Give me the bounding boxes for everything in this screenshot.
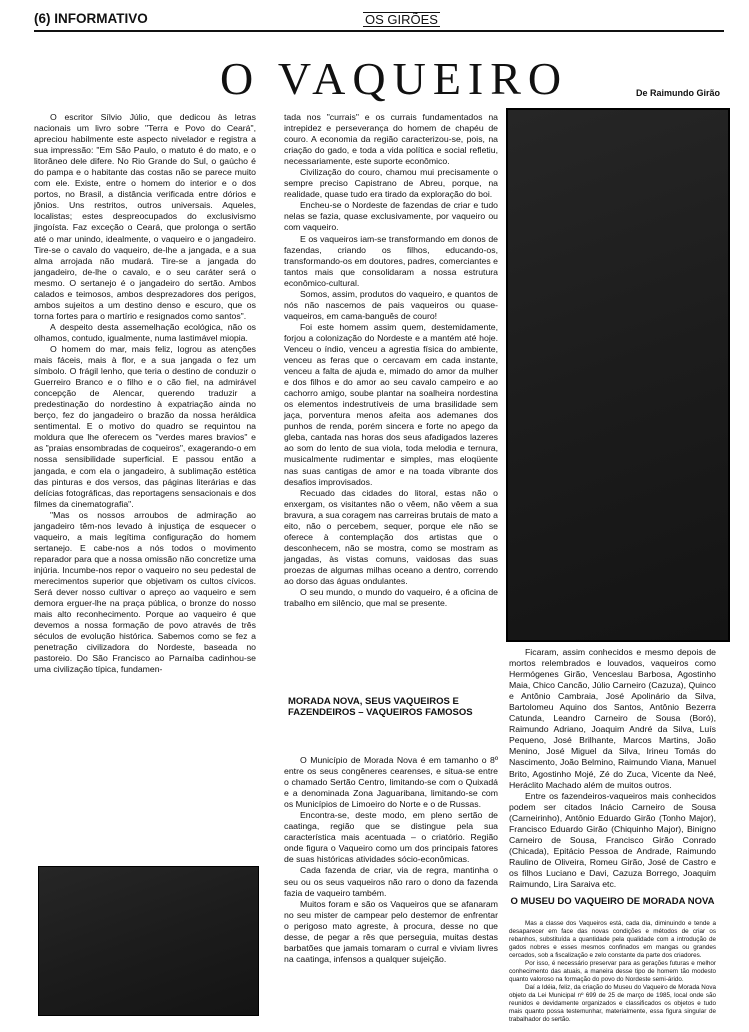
paragraph: O seu mundo, o mundo do vaqueiro, é a oficina de trabalho em silêncio, que mal se presente. [284, 587, 498, 609]
paragraph: O Município de Morada Nova é em tamanho o 8º entre os seus congêneres cearenses, e situa-se entre o chamado Sertão Centro, limitando-se com o Quixadá e a denominada Zona Jaguaribana, limitando-se com os Municípios de Limoeiro do Norte e o de Russas. [284, 755, 498, 810]
paragraph: Daí a Idéia, feliz, da criação do Museu do Vaqueiro de Morada Nova objeto da Lei Municipal nº 699 de 25 de março de 1985, local onde são reunidos e devidamente organizados e classificados os objetos e tudo mais quanto possa testemunhar, materialmente, essa figura singular de trabalhador do sertão. [509, 984, 716, 1023]
paragraph: Civilização do couro, chamou mui precisamente o sempre preciso Capistrano de Abreu, porque, na realidade, quase tudo era tirado da exploração do boi. [284, 167, 498, 200]
paragraph: Entre os fazendeiros-vaqueiros mais conhecidos podem ser citados Inácio Carneiro de Sousa (Carneirinho), Antônio Eduardo Girão (Tonho Major), Francisco Eduardo Girão (Chiquinho Major), Binigno Carneiro de Sousa, Francisco Girão Conrado (Chicada), Epitácio Pessoa de Andrade, Raimundo Raulino de Oliveira, Romeu Girão, José de Castro e os filhos Luciano e Davi, Cazuza Borrego, Joaquim Raimundo, Lira Saraiva etc. [509, 790, 716, 889]
paragraph: O homem do mar, mais feliz, logrou as atenções mais fáceis, mais à flor, e a sua jangada o fez um símbolo. O frágil lenho, que teria o destino de conduzir o Guerreiro Branco e o filho e o cão fiel, na admirável concepção de Alencar, querendo traduzir a predestinação do nordestino à expatriação ainda no berço, fez do jangadeiro o brazão da nossa heráldica sentimental. E o motivo do quadro se requintou na moldura que lhe oferecem os "verdes mares bravios" e as "praias ensombradas de coqueiros", exagerando-o em nossa sensibilidade superficial. E passou então a jangada, e com ela o jangadeiro, à sublimação estética das pinturas e dos versos, das páginas literárias e das delícias fotográficas, das reportagens sensacionais e dos filmes da cinematografia". [34, 343, 256, 509]
text-column-2-lower [284, 755, 498, 965]
photo-bottom-left [38, 866, 259, 1016]
paragraph: A despeito desta assemelhação ecológica, não os olhamos, contudo, igualmente, numa lastimável miopia. [34, 321, 256, 343]
paragraph: Recuado das cidades do litoral, estas não o enxergam, os visitantes não o vêem, não vêem a sua bravura, a sua coragem nas carreiras brutais de mato a eito, não o percebem, sequer, porque ele não se oferece à contemplação dos artistas que o desconhecem, não se mostra, como se mostram as jangadas, às vistas comuns, vaidosas das suas proezas de algumas milhas oceano a dentro, correndo ao dorso das águas ondulantes. [284, 487, 498, 586]
publication-name: OS GIRÕES [365, 12, 438, 27]
section-heading-museu: O MUSEU DO VAQUEIRO DE MORADA NOVA [510, 896, 715, 907]
paragraph: Foi este homem assim quem, destemidamente, forjou a colonização do Nordeste e a mantém até hoje. Venceu o índio, venceu a agrestia física do ambiente, venceu as feras que o cercavam em cada instante, venceu a falta de ajuda e, mimado do amor da mulher e dos filhos e do amor ao seu cavalo campeiro e ao cachorro amigo, soube plantar na soalheira nordestina os elementos indestrutíveis de uma brasilidade sem jaça, porventura menos afeita aos ademanes dos punhos de renda, porém sincera e forte no apego da gleba, cantada nas horas dos seus afadigados lazeres ao som do lento de sua viola, toda melodia e ternura, musicalmente rudimentar e simples, mas eloqüente nas suas cantigas de amor e na toada vibrante dos desafios improvisados. [284, 321, 498, 487]
paragraph: tada nos "currais" e os currais fundamentados na intrepidez e perseverança do homem de chapéu de couro. A economia da região caracterizou-se, pois, na criação do gado, e toda a vida política e social refletiu, necessariamente, este suporte econômico. [284, 112, 498, 167]
paragraph: Encheu-se o Nordeste de fazendas de criar e tudo nelas se fazia, quase exclusivamente, por vaqueiro ou com vaqueiro. [284, 200, 498, 233]
paragraph: O escritor Sílvio Júlio, que dedicou às letras nacionais um livro sobre "Terra e Povo do Ceará", apreciou habilmente este aspecto nivelador e registra a sua impressão: "Em São Paulo, o matuto é do mato, e o litorâneo dele difere. No Rio Grande do Sul, o gaúcho é do pampa e o habitante das costas não se parece muito com ele. Existe, entre o homem do interior e o dos portos, no Brasil, a distância verificada entre dórios e jônios. Uns restritos, outros universais. Aqueles, localistas; estes despreocupados do exclusivismo jingoísta. Faz exceção o Ceará, que prolonga o sertão até o mar unindo, idealmente, o vaqueiro e o jangadeiro. Tire-se o cavalo do vaqueiro, de-lhe a jangada, e a sua alma arrojada não mudará. Tire-se a jangada do jangadeiro, de-lhe o cavalo, e o seu caráter será o mesmo. O sertanejo é o jangadeiro do sertão. Ambos calados e teimosos, ambos desprezadores dos perigos, ambos sujeitos a um destino denso e escuro, que os torna fortes para o martírio e resignados como santos". [34, 112, 256, 321]
paragraph: Ficaram, assim conhecidos e mesmo depois de mortos relembrados e louvados, vaqueiros como Hermógenes Girão, Venceslau Barbosa, Agostinho Maia, Chico Cancão, Júlio Carneiro (Cazuza), Quinco e Antônio Cambraia, José Apolinário da Silva, Bartolomeu Aquino dos Santos, Antônio Bezerra Catunda, Leandro Carneiro de Sousa (Boró), Raimundo Adriano, Joaquim André da Silva, Luís Pequeno, José Brilhante, Marcos Martins, João Menino, José Miguel da Silva, Irineu Tomás do Nascimento, João Belmino, Raimundo Viana, Manuel Brito, Agostinho Mojé, Zé do Zuca, Vicente da Neé, Heráclito Machado além de muitos outros. [509, 647, 716, 790]
paragraph: Muitos foram e são os Vaqueiros que se afanaram no seu mister de campear pelo destemor de enfrentar o perigoso mato agreste, à procura, desse no que desse, de pegar a rês que perseguia, muitas destas barbatões que jamais tomaram o curral e viviam livres na caatinga, infensos a qualquer sujeição. [284, 898, 498, 964]
text-column-2 [284, 112, 498, 609]
paragraph: E os vaqueiros iam-se transformando em donos de fazendas, criando os filhos, educando-os, transformando-os em doutores, padres, comerciantes e tantos mais que consolidaram a nossa estrutura econômico-cultural. [284, 233, 498, 288]
paragraph: Mas a classe dos Vaqueiros está, cada dia, diminuindo e tende a desaparecer em face das novas condições e métodos de criar os rebanhos, substituída a quantidade pela qualidade com a introdução de gados nobres e esses mesmos confinados em mangas ou grandes cercados, sob a fiscalização e zelo constante da parte dos criadores. [509, 920, 716, 959]
paragraph: Encontra-se, deste modo, em pleno sertão de caatinga, região que se distingue pela sua característica mais acentuada – o criatório. Região onde figura o Vaqueiro como um dos principais fatores de suas históricas atividades sócio-econômicas. [284, 810, 498, 865]
section-label: (6) INFORMATIVO [34, 11, 148, 26]
text-column-3 [509, 647, 716, 890]
photo-dark-area [39, 867, 258, 1015]
text-column-3-lower [509, 920, 716, 1024]
paragraph: Cada fazenda de criar, via de regra, mantinha o seu ou os seus vaqueiros não raro o dono da fazenda fazia de vaqueiro também. [284, 865, 498, 898]
section-heading-morada-nova: MORADA NOVA, SEUS VAQUEIROS E FAZENDEIROS – VAQUEIROS FAMOSOS [288, 696, 473, 718]
text-column-1 [34, 112, 256, 675]
paragraph: Por isso, é necessário preservar para as gerações futuras e melhor conhecimento das atuais, a maneira desse tipo de homem tão modesto quanto valoroso na formação do povo do Nordeste semi-árido. [509, 960, 716, 983]
article-title: O VAQUEIRO [220, 53, 569, 104]
photo-dark-area [508, 110, 728, 640]
photo-vaqueiro [506, 108, 730, 642]
page-header [34, 10, 724, 32]
paragraph: "Mas os nossos arroubos de admiração ao jangadeiro têm-nos levado à injustiça de esquecer o vaqueiro, a mais legítima configuração do homem sertanejo. E cabe-nos a nós todos o movimento reparador para que a nossa omissão não concretize uma injúria. Incumbe-nos repor o vaqueiro no seu pedestal de merecimentos superior que objetivam os cultos cívicos. Será dever nosso cultivar o apreço ao vaqueiro e sem demora erguer-lhe na praça pública, o bronze do nosso mais alto reconhecimento. Porque ao vaqueiro é que devemos a nossa formação de povo através de três séculos de evolução histórica. Sabemos como se fez a penetração civilizadora do Nordeste, baseada no pastoreio. Do São Francisco ao Parnaíba cadinhou-se uma civilização típica, fundamen- [34, 509, 256, 675]
paragraph: Somos, assim, produtos do vaqueiro, e quantos de nós não nascemos de pais vaqueiros ou quase-vaqueiros, em cama-banguês de couro! [284, 288, 498, 321]
article-byline: De Raimundo Girão [636, 88, 721, 98]
